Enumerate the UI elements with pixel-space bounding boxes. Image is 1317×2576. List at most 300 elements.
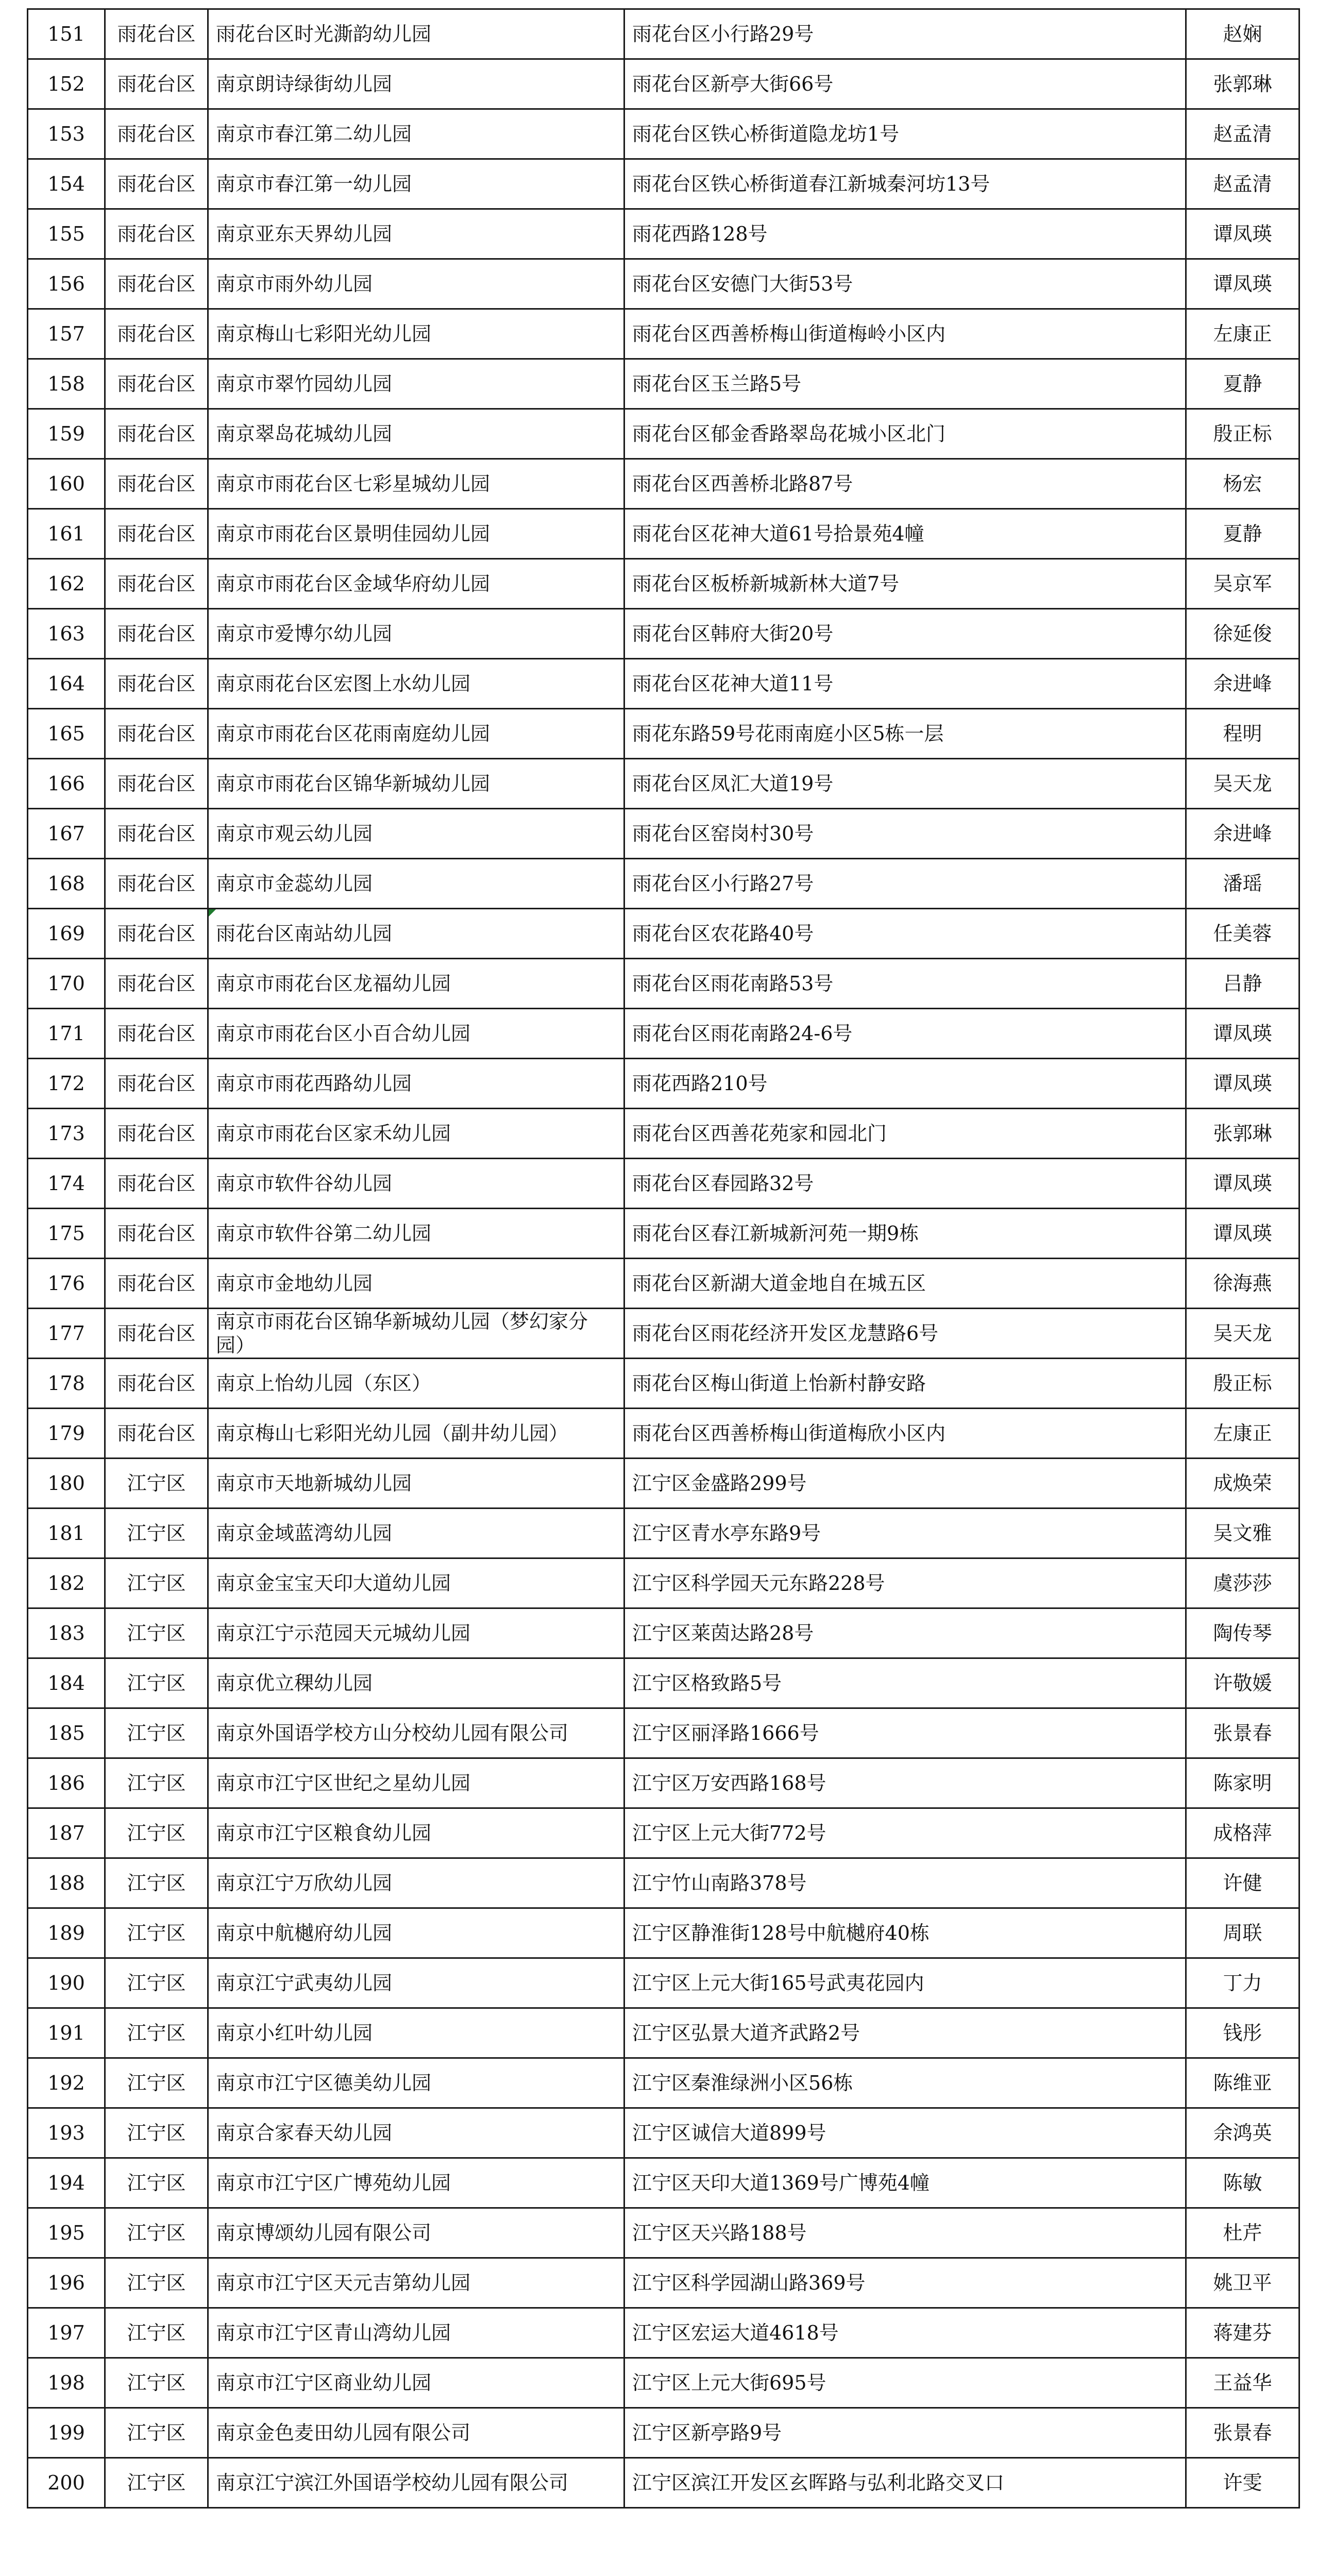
kindergarten-name-cell: 南京市雨花台区龙福幼儿园 (208, 959, 624, 1009)
address-cell: 雨花台区梅山街道上怡新村静安路 (624, 1359, 1186, 1409)
district-cell: 江宁区 (105, 1808, 208, 1858)
address-cell: 雨花台区雨花南路53号 (624, 959, 1186, 1009)
inspector-cell: 赵娴 (1186, 9, 1299, 59)
row-number: 175 (28, 1209, 105, 1259)
table-row (28, 2458, 1299, 2508)
row-number: 151 (28, 9, 105, 59)
district-cell: 雨花台区 (105, 1259, 208, 1309)
table-row (28, 1758, 1299, 1808)
address-cell: 雨花台区铁心桥街道春江新城秦河坊13号 (624, 159, 1186, 209)
inspector-cell: 谭凤瑛 (1186, 209, 1299, 259)
row-number: 191 (28, 2008, 105, 2058)
address-cell: 雨花台区西善桥北路87号 (624, 459, 1186, 509)
inspector-cell: 余进峰 (1186, 809, 1299, 859)
inspector-cell: 姚卫平 (1186, 2258, 1299, 2308)
row-number: 183 (28, 1608, 105, 1658)
row-number: 169 (28, 909, 105, 959)
district-cell: 雨花台区 (105, 959, 208, 1009)
address-cell: 雨花台区农花路40号 (624, 909, 1186, 959)
address-cell: 雨花西路210号 (624, 1059, 1186, 1109)
address-cell: 雨花台区新亭大街66号 (624, 59, 1186, 109)
table-row (28, 259, 1299, 309)
kindergarten-inspection-table (27, 8, 1300, 2509)
kindergarten-name-cell: 南京上怡幼儿园（东区） (208, 1359, 624, 1409)
inspector-cell: 许健 (1186, 1858, 1299, 1908)
row-number: 190 (28, 1958, 105, 2008)
kindergarten-name-cell: 南京翠岛花城幼儿园 (208, 409, 624, 459)
kindergarten-name-cell: 南京中航樾府幼儿园 (208, 1908, 624, 1958)
district-cell: 雨花台区 (105, 509, 208, 559)
table-row (28, 409, 1299, 459)
kindergarten-name-cell: 南京市软件谷第二幼儿园 (208, 1209, 624, 1259)
address-cell: 雨花台区春江新城新河苑一期9栋 (624, 1209, 1186, 1259)
row-number: 196 (28, 2258, 105, 2308)
inspector-cell: 余鸿英 (1186, 2108, 1299, 2158)
kindergarten-name-cell: 南京市雨外幼儿园 (208, 259, 624, 309)
address-cell: 雨花西路128号 (624, 209, 1186, 259)
address-cell: 江宁区丽泽路1666号 (624, 1708, 1186, 1758)
inspector-cell: 周联 (1186, 1908, 1299, 1958)
kindergarten-name-cell: 南京市金地幼儿园 (208, 1259, 624, 1309)
kindergarten-name-cell: 南京金色麦田幼儿园有限公司 (208, 2408, 624, 2458)
table-row (28, 959, 1299, 1009)
row-number: 199 (28, 2408, 105, 2458)
row-number: 165 (28, 709, 105, 759)
table-row (28, 1359, 1299, 1409)
table-row (28, 859, 1299, 909)
inspector-cell: 许雯 (1186, 2458, 1299, 2508)
address-cell: 雨花台区安德门大街53号 (624, 259, 1186, 309)
inspector-cell: 殷正标 (1186, 409, 1299, 459)
kindergarten-name-cell: 南京梅山七彩阳光幼儿园 (208, 309, 624, 359)
inspector-cell: 陈维亚 (1186, 2058, 1299, 2108)
table-row (28, 909, 1299, 959)
kindergarten-name-cell: 南京市金蕊幼儿园 (208, 859, 624, 909)
table-row (28, 2008, 1299, 2058)
inspector-cell: 张郭琳 (1186, 59, 1299, 109)
kindergarten-name-cell: 南京市雨花台区景明佳园幼儿园 (208, 509, 624, 559)
address-cell: 江宁区万安西路168号 (624, 1758, 1186, 1808)
kindergarten-name-cell: 南京江宁万欣幼儿园 (208, 1858, 624, 1908)
district-cell: 雨花台区 (105, 209, 208, 259)
table-row (28, 1109, 1299, 1159)
kindergarten-name-cell: 南京市江宁区天元吉第幼儿园 (208, 2258, 624, 2308)
inspector-cell: 徐海燕 (1186, 1259, 1299, 1309)
district-cell: 雨花台区 (105, 559, 208, 609)
inspector-cell: 潘瑶 (1186, 859, 1299, 909)
district-cell: 雨花台区 (105, 1409, 208, 1459)
inspector-cell: 谭凤瑛 (1186, 1009, 1299, 1059)
address-cell: 雨花台区新湖大道金地自在城五区 (624, 1259, 1186, 1309)
table-row (28, 109, 1299, 159)
address-cell: 江宁区格致路5号 (624, 1658, 1186, 1708)
inspector-cell: 吴文雅 (1186, 1509, 1299, 1558)
table-row (28, 1009, 1299, 1059)
inspector-cell: 许敬媛 (1186, 1658, 1299, 1708)
district-cell: 江宁区 (105, 1758, 208, 1808)
kindergarten-name-cell: 南京市雨花台区七彩星城幼儿园 (208, 459, 624, 509)
address-cell: 江宁区上元大街772号 (624, 1808, 1186, 1858)
inspector-cell: 徐延俊 (1186, 609, 1299, 659)
inspector-cell: 吴天龙 (1186, 1309, 1299, 1359)
row-number: 198 (28, 2358, 105, 2408)
table-row (28, 1209, 1299, 1259)
inspector-cell: 张景春 (1186, 1708, 1299, 1758)
inspector-cell: 蒋建芬 (1186, 2308, 1299, 2358)
district-cell: 江宁区 (105, 2458, 208, 2508)
row-number: 161 (28, 509, 105, 559)
table-row (28, 2158, 1299, 2208)
district-cell: 雨花台区 (105, 1059, 208, 1109)
inspector-cell: 成焕荣 (1186, 1459, 1299, 1509)
kindergarten-name-cell: 南京市春江第一幼儿园 (208, 159, 624, 209)
row-number: 193 (28, 2108, 105, 2158)
district-cell: 雨花台区 (105, 709, 208, 759)
kindergarten-name-cell: 南京雨花台区宏图上水幼儿园 (208, 659, 624, 709)
row-number: 155 (28, 209, 105, 259)
inspector-cell: 夏静 (1186, 509, 1299, 559)
district-cell: 雨花台区 (105, 109, 208, 159)
inspector-cell: 任美蓉 (1186, 909, 1299, 959)
kindergarten-name-cell: 南京市江宁区商业幼儿园 (208, 2358, 624, 2408)
kindergarten-name-cell: 南京市雨花台区锦华新城幼儿园（梦幻家分园） (208, 1309, 624, 1359)
table-row (28, 9, 1299, 59)
kindergarten-name-cell: 南京优立稞幼儿园 (208, 1658, 624, 1708)
row-number: 168 (28, 859, 105, 909)
address-cell: 雨花台区铁心桥街道隐龙坊1号 (624, 109, 1186, 159)
district-cell: 江宁区 (105, 2258, 208, 2308)
inspector-cell: 吕静 (1186, 959, 1299, 1009)
kindergarten-name-cell: 南京合家春天幼儿园 (208, 2108, 624, 2158)
district-cell: 江宁区 (105, 1858, 208, 1908)
row-number: 159 (28, 409, 105, 459)
row-number: 188 (28, 1858, 105, 1908)
kindergarten-name-cell: 南京市江宁区世纪之星幼儿园 (208, 1758, 624, 1808)
table-row (28, 1409, 1299, 1459)
table-row (28, 1858, 1299, 1908)
kindergarten-name-cell: 南京市雨花西路幼儿园 (208, 1059, 624, 1109)
address-cell: 雨花台区雨花南路24-6号 (624, 1009, 1186, 1059)
inspector-cell: 吴天龙 (1186, 759, 1299, 809)
kindergarten-name-cell: 南京市雨花台区花雨南庭幼儿园 (208, 709, 624, 759)
district-cell: 雨花台区 (105, 759, 208, 809)
row-number: 189 (28, 1908, 105, 1958)
district-cell: 雨花台区 (105, 909, 208, 959)
inspector-cell: 谭凤瑛 (1186, 1209, 1299, 1259)
table-body (28, 9, 1299, 2508)
kindergarten-name-cell: 雨花台区南站幼儿园 (208, 909, 624, 959)
row-number: 187 (28, 1808, 105, 1858)
address-cell: 江宁区弘景大道齐武路2号 (624, 2008, 1186, 2058)
inspector-cell: 成格萍 (1186, 1808, 1299, 1858)
table-row (28, 59, 1299, 109)
district-cell: 雨花台区 (105, 1359, 208, 1409)
address-cell: 雨花东路59号花雨南庭小区5栋一层 (624, 709, 1186, 759)
district-cell: 江宁区 (105, 1509, 208, 1558)
kindergarten-name-cell: 南京江宁滨江外国语学校幼儿园有限公司 (208, 2458, 624, 2508)
row-number: 194 (28, 2158, 105, 2208)
district-cell: 雨花台区 (105, 659, 208, 709)
district-cell: 雨花台区 (105, 1309, 208, 1359)
table-row (28, 209, 1299, 259)
address-cell: 雨花台区板桥新城新林大道7号 (624, 559, 1186, 609)
district-cell: 江宁区 (105, 2158, 208, 2208)
table-row (28, 659, 1299, 709)
inspector-cell: 吴京军 (1186, 559, 1299, 609)
row-number: 154 (28, 159, 105, 209)
table-row (28, 2058, 1299, 2108)
table-row (28, 359, 1299, 409)
kindergarten-name-cell: 南京市爱博尔幼儿园 (208, 609, 624, 659)
address-cell: 雨花台区春园路32号 (624, 1159, 1186, 1209)
address-cell: 雨花台区小行路29号 (624, 9, 1186, 59)
row-number: 172 (28, 1059, 105, 1109)
row-number: 163 (28, 609, 105, 659)
inspector-cell: 王益华 (1186, 2358, 1299, 2408)
address-cell: 江宁区宏运大道4618号 (624, 2308, 1186, 2358)
district-cell: 雨花台区 (105, 9, 208, 59)
address-cell: 雨花台区凤汇大道19号 (624, 759, 1186, 809)
kindergarten-name-cell: 南京亚东天界幼儿园 (208, 209, 624, 259)
district-cell: 江宁区 (105, 2358, 208, 2408)
row-number: 186 (28, 1758, 105, 1808)
row-number: 173 (28, 1109, 105, 1159)
address-cell: 江宁区上元大街165号武夷花园内 (624, 1958, 1186, 2008)
district-cell: 江宁区 (105, 1459, 208, 1509)
kindergarten-name-cell: 南京市江宁区青山湾幼儿园 (208, 2308, 624, 2358)
kindergarten-name-cell: 南京市翠竹园幼儿园 (208, 359, 624, 409)
kindergarten-name-cell: 南京朗诗绿街幼儿园 (208, 59, 624, 109)
address-cell: 雨花台区西善桥梅山街道梅欣小区内 (624, 1409, 1186, 1459)
row-number: 152 (28, 59, 105, 109)
address-cell: 江宁区滨江开发区玄晖路与弘利北路交叉口 (624, 2458, 1186, 2508)
district-cell: 江宁区 (105, 2058, 208, 2108)
inspector-cell: 谭凤瑛 (1186, 259, 1299, 309)
address-cell: 雨花台区韩府大街20号 (624, 609, 1186, 659)
district-cell: 雨花台区 (105, 1009, 208, 1059)
inspector-cell: 赵孟清 (1186, 109, 1299, 159)
district-cell: 江宁区 (105, 1558, 208, 1608)
row-number: 162 (28, 559, 105, 609)
table-row (28, 609, 1299, 659)
row-number: 166 (28, 759, 105, 809)
district-cell: 江宁区 (105, 1658, 208, 1708)
row-number: 156 (28, 259, 105, 309)
district-cell: 江宁区 (105, 1708, 208, 1758)
district-cell: 雨花台区 (105, 859, 208, 909)
table-row (28, 2208, 1299, 2258)
inspector-cell: 谭凤瑛 (1186, 1159, 1299, 1209)
kindergarten-name-cell: 南京市江宁区德美幼儿园 (208, 2058, 624, 2108)
address-cell: 雨花台区郁金香路翠岛花城小区北门 (624, 409, 1186, 459)
row-number: 179 (28, 1409, 105, 1459)
row-number: 174 (28, 1159, 105, 1209)
kindergarten-name-cell: 南京市春江第二幼儿园 (208, 109, 624, 159)
inspector-cell: 杜芹 (1186, 2208, 1299, 2258)
row-number: 181 (28, 1509, 105, 1558)
kindergarten-name-cell: 南京市雨花台区锦华新城幼儿园 (208, 759, 624, 809)
table-row (28, 1708, 1299, 1758)
table-row (28, 1658, 1299, 1708)
inspector-cell: 赵孟清 (1186, 159, 1299, 209)
kindergarten-name-cell: 南京市天地新城幼儿园 (208, 1459, 624, 1509)
table-row (28, 1509, 1299, 1558)
kindergarten-name-cell: 南京江宁示范园天元城幼儿园 (208, 1608, 624, 1658)
address-cell: 雨花台区花神大道61号拾景苑4幢 (624, 509, 1186, 559)
inspector-cell: 丁力 (1186, 1958, 1299, 2008)
inspector-cell: 陈家明 (1186, 1758, 1299, 1808)
kindergarten-name-cell: 南京金域蓝湾幼儿园 (208, 1509, 624, 1558)
row-number: 200 (28, 2458, 105, 2508)
address-cell: 雨花台区窑岗村30号 (624, 809, 1186, 859)
district-cell: 江宁区 (105, 2308, 208, 2358)
address-cell: 江宁区天兴路188号 (624, 2208, 1186, 2258)
table-row (28, 309, 1299, 359)
table-row (28, 1908, 1299, 1958)
row-number: 164 (28, 659, 105, 709)
kindergarten-name-cell: 南京梅山七彩阳光幼儿园（副井幼儿园） (208, 1409, 624, 1459)
inspector-cell: 虞莎莎 (1186, 1558, 1299, 1608)
table-row (28, 2308, 1299, 2358)
table-row (28, 1309, 1299, 1359)
kindergarten-name-cell: 南京市江宁区粮食幼儿园 (208, 1808, 624, 1858)
address-cell: 江宁区静淮街128号中航樾府40栋 (624, 1908, 1186, 1958)
row-number: 180 (28, 1459, 105, 1509)
address-cell: 雨花台区西善桥梅山街道梅岭小区内 (624, 309, 1186, 359)
table-row (28, 1558, 1299, 1608)
kindergarten-name-cell: 南京市雨花台区小百合幼儿园 (208, 1009, 624, 1059)
row-number: 178 (28, 1359, 105, 1409)
row-number: 185 (28, 1708, 105, 1758)
kindergarten-name-cell: 南京市雨花台区金域华府幼儿园 (208, 559, 624, 609)
district-cell: 雨花台区 (105, 1159, 208, 1209)
district-cell: 江宁区 (105, 2208, 208, 2258)
table-row (28, 1159, 1299, 1209)
district-cell: 雨花台区 (105, 609, 208, 659)
table-row (28, 2358, 1299, 2408)
inspector-cell: 程明 (1186, 709, 1299, 759)
address-cell: 江宁区诚信大道899号 (624, 2108, 1186, 2158)
district-cell: 雨花台区 (105, 1109, 208, 1159)
inspector-cell: 左康正 (1186, 309, 1299, 359)
table-row (28, 709, 1299, 759)
table-row (28, 159, 1299, 209)
inspector-cell: 张郭琳 (1186, 1109, 1299, 1159)
kindergarten-name-cell: 南京金宝宝天印大道幼儿园 (208, 1558, 624, 1608)
row-number: 160 (28, 459, 105, 509)
inspector-cell: 谭凤瑛 (1186, 1059, 1299, 1109)
table-row (28, 759, 1299, 809)
address-cell: 江宁区新亭路9号 (624, 2408, 1186, 2458)
table-row (28, 559, 1299, 609)
kindergarten-name-cell: 南京市江宁区广博苑幼儿园 (208, 2158, 624, 2208)
address-cell: 雨花台区雨花经济开发区龙慧路6号 (624, 1309, 1186, 1359)
inspector-cell: 杨宏 (1186, 459, 1299, 509)
kindergarten-name-cell: 南京市雨花台区家禾幼儿园 (208, 1109, 624, 1159)
kindergarten-name-cell: 雨花台区时光澌韵幼儿园 (208, 9, 624, 59)
table-row (28, 459, 1299, 509)
address-cell: 江宁区科学园天元东路228号 (624, 1558, 1186, 1608)
row-number: 171 (28, 1009, 105, 1059)
address-cell: 江宁区金盛路299号 (624, 1459, 1186, 1509)
address-cell: 雨花台区花神大道11号 (624, 659, 1186, 709)
table-row (28, 2258, 1299, 2308)
table-row (28, 1259, 1299, 1309)
kindergarten-name-cell: 南京小红叶幼儿园 (208, 2008, 624, 2058)
address-cell: 雨花台区玉兰路5号 (624, 359, 1186, 409)
district-cell: 雨花台区 (105, 159, 208, 209)
row-number: 158 (28, 359, 105, 409)
address-cell: 江宁区莱茵达路28号 (624, 1608, 1186, 1658)
row-number: 192 (28, 2058, 105, 2108)
district-cell: 江宁区 (105, 1908, 208, 1958)
row-number: 177 (28, 1309, 105, 1359)
row-number: 197 (28, 2308, 105, 2358)
district-cell: 雨花台区 (105, 359, 208, 409)
district-cell: 江宁区 (105, 2408, 208, 2458)
address-cell: 雨花台区西善花苑家和园北门 (624, 1109, 1186, 1159)
district-cell: 雨花台区 (105, 459, 208, 509)
address-cell: 江宁区青水亭东路9号 (624, 1509, 1186, 1558)
table-row (28, 809, 1299, 859)
address-cell: 雨花台区小行路27号 (624, 859, 1186, 909)
address-cell: 江宁区科学园湖山路369号 (624, 2258, 1186, 2308)
inspector-cell: 张景春 (1186, 2408, 1299, 2458)
row-number: 170 (28, 959, 105, 1009)
district-cell: 雨花台区 (105, 59, 208, 109)
kindergarten-name-cell: 南京江宁武夷幼儿园 (208, 1958, 624, 2008)
district-cell: 雨花台区 (105, 309, 208, 359)
inspector-cell: 钱彤 (1186, 2008, 1299, 2058)
district-cell: 雨花台区 (105, 259, 208, 309)
address-cell: 江宁区上元大街695号 (624, 2358, 1186, 2408)
address-cell: 江宁区天印大道1369号广博苑4幢 (624, 2158, 1186, 2208)
inspector-cell: 夏静 (1186, 359, 1299, 409)
inspector-cell: 殷正标 (1186, 1359, 1299, 1409)
district-cell: 江宁区 (105, 2008, 208, 2058)
table-row (28, 1808, 1299, 1858)
kindergarten-name-cell: 南京市观云幼儿园 (208, 809, 624, 859)
table-row (28, 1958, 1299, 2008)
kindergarten-name-cell: 南京博颂幼儿园有限公司 (208, 2208, 624, 2258)
table-row (28, 2408, 1299, 2458)
row-number: 153 (28, 109, 105, 159)
inspector-cell: 左康正 (1186, 1409, 1299, 1459)
table-row (28, 1608, 1299, 1658)
address-cell: 江宁竹山南路378号 (624, 1858, 1186, 1908)
row-number: 184 (28, 1658, 105, 1708)
district-cell: 雨花台区 (105, 809, 208, 859)
inspector-cell: 陶传琴 (1186, 1608, 1299, 1658)
row-number: 167 (28, 809, 105, 859)
table-row (28, 2108, 1299, 2158)
row-number: 195 (28, 2208, 105, 2258)
inspector-cell: 余进峰 (1186, 659, 1299, 709)
district-cell: 江宁区 (105, 1608, 208, 1658)
district-cell: 雨花台区 (105, 1209, 208, 1259)
table-row (28, 509, 1299, 559)
row-number: 157 (28, 309, 105, 359)
table-row (28, 1059, 1299, 1109)
row-number: 176 (28, 1259, 105, 1309)
row-number: 182 (28, 1558, 105, 1608)
district-cell: 江宁区 (105, 1958, 208, 2008)
address-cell: 江宁区秦淮绿洲小区56栋 (624, 2058, 1186, 2108)
kindergarten-name-cell: 南京外国语学校方山分校幼儿园有限公司 (208, 1708, 624, 1758)
table-row (28, 1459, 1299, 1509)
inspector-cell: 陈敏 (1186, 2158, 1299, 2208)
district-cell: 雨花台区 (105, 409, 208, 459)
